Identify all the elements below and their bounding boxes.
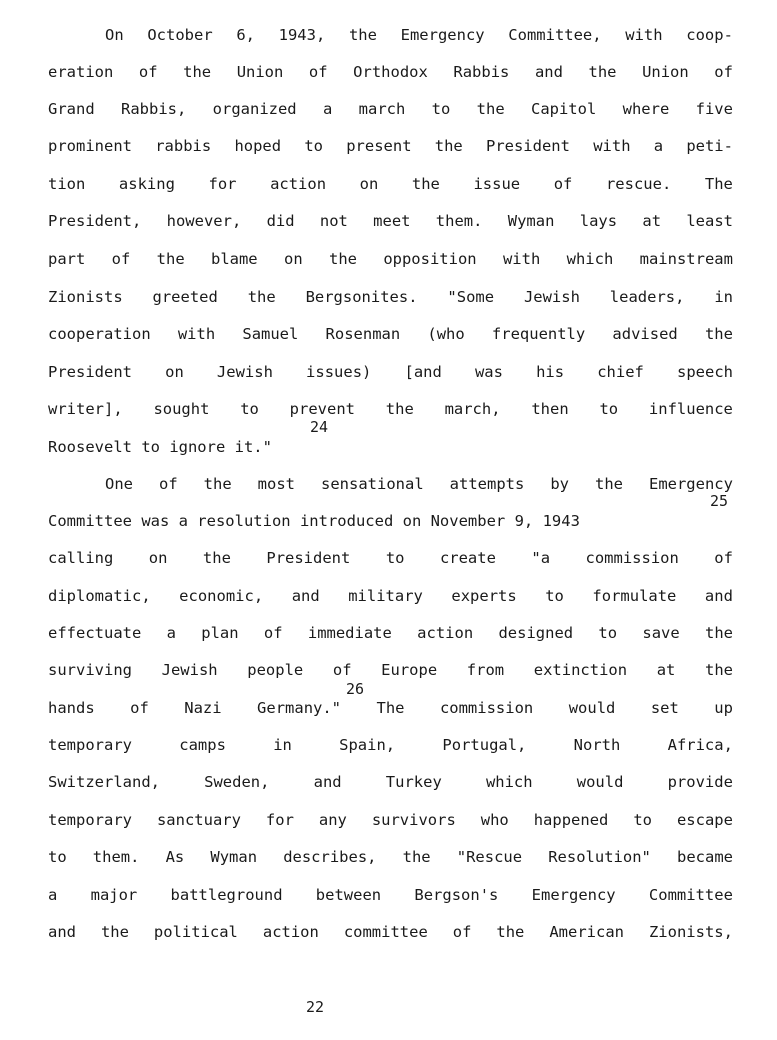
text-line: cooperation with Samuel Rosenman (who frequently advised the xyxy=(48,325,733,343)
text-line: calling on the President to create "a commission of xyxy=(48,549,733,567)
text-line: hands of Nazi Germany." The commission would set up xyxy=(48,699,733,717)
text-line: President, however, did not meet them. Wyman lays at least xyxy=(48,212,733,230)
footnote-marker-24: 24 xyxy=(310,418,329,436)
text-line: temporary camps in Spain, Portugal, North Africa, xyxy=(48,736,733,754)
text-line: tion asking for action on the issue of rescue. The xyxy=(48,175,733,193)
page-number: 22 xyxy=(305,998,325,1016)
text-line: prominent rabbis hoped to present the President with a peti- xyxy=(48,137,733,155)
footnote-marker-25: 25 xyxy=(710,492,729,510)
text-line: Zionists greeted the Bergsonites. "Some Jewish leaders, in xyxy=(48,288,733,306)
text-line: Switzerland, Sweden, and Turkey which would provide xyxy=(48,773,733,791)
footnote-marker-26: 26 xyxy=(346,680,365,698)
text-line: On October 6, 1943, the Emergency Committee, with coop- xyxy=(105,26,733,44)
text-line: Grand Rabbis, organized a march to the Capitol where five xyxy=(48,100,733,118)
text-line: President on Jewish issues) [and was his chief speech xyxy=(48,363,733,381)
text-line: One of the most sensational attempts by the Emergency xyxy=(105,475,733,493)
text-line: diplomatic, economic, and military experts to formulate and xyxy=(48,587,733,605)
text-line: surviving Jewish people of Europe from extinction at the xyxy=(48,661,733,679)
text-line: eration of the Union of Orthodox Rabbis and the Union of xyxy=(48,63,733,81)
text-line: temporary sanctuary for any survivors who happened to escape xyxy=(48,811,733,829)
text-line: to them. As Wyman describes, the "Rescue Resolution" became xyxy=(48,848,733,866)
text-line: Roosevelt to ignore it." xyxy=(48,438,272,456)
text-line: effectuate a plan of immediate action designed to save the xyxy=(48,624,733,642)
text-line: and the political action committee of the American Zionists, xyxy=(48,923,733,941)
text-line: a major battleground between Bergson's Emergency Committee xyxy=(48,886,733,904)
text-line: writer], sought to prevent the march, then to influence xyxy=(48,400,733,418)
text-line: part of the blame on the opposition with which mainstream xyxy=(48,250,733,268)
text-line: Committee was a resolution introduced on November 9, 1943 xyxy=(48,512,580,530)
